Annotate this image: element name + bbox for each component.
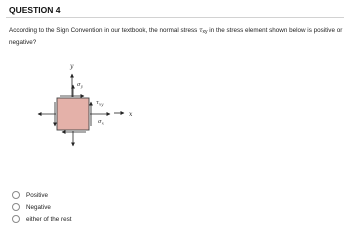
y-axis-label: y (70, 63, 74, 70)
question-symbol-sub: xy (202, 29, 208, 35)
option-positive[interactable] (12, 189, 72, 201)
question-symbol: τ (199, 27, 203, 34)
stress-element (57, 98, 89, 130)
question-text-after: in the stress element shown below is positive or negative? (9, 27, 343, 46)
option-positive-radio[interactable] (12, 191, 20, 199)
option-either-label[interactable]: either of the rest (26, 215, 72, 223)
option-either-radio[interactable] (12, 215, 20, 223)
sigma-x-label: $\sigma_x$ (98, 119, 104, 126)
x-axis-label: x (129, 111, 133, 118)
option-positive-label[interactable]: Positive (26, 191, 49, 199)
option-negative-radio[interactable] (12, 203, 20, 211)
question-text-before: According to the Sign Convention in our textbook, the normal stress (9, 27, 200, 34)
option-either[interactable] (12, 213, 72, 225)
question-title: QUESTION 4 (9, 5, 61, 15)
option-negative-label[interactable]: Negative (26, 203, 51, 211)
tau-xy-label: $\tau_{xy}$ (96, 100, 104, 107)
sigma-y-label: $\sigma_y$ (77, 82, 83, 89)
answer-options (12, 189, 72, 225)
option-negative[interactable] (12, 201, 72, 213)
